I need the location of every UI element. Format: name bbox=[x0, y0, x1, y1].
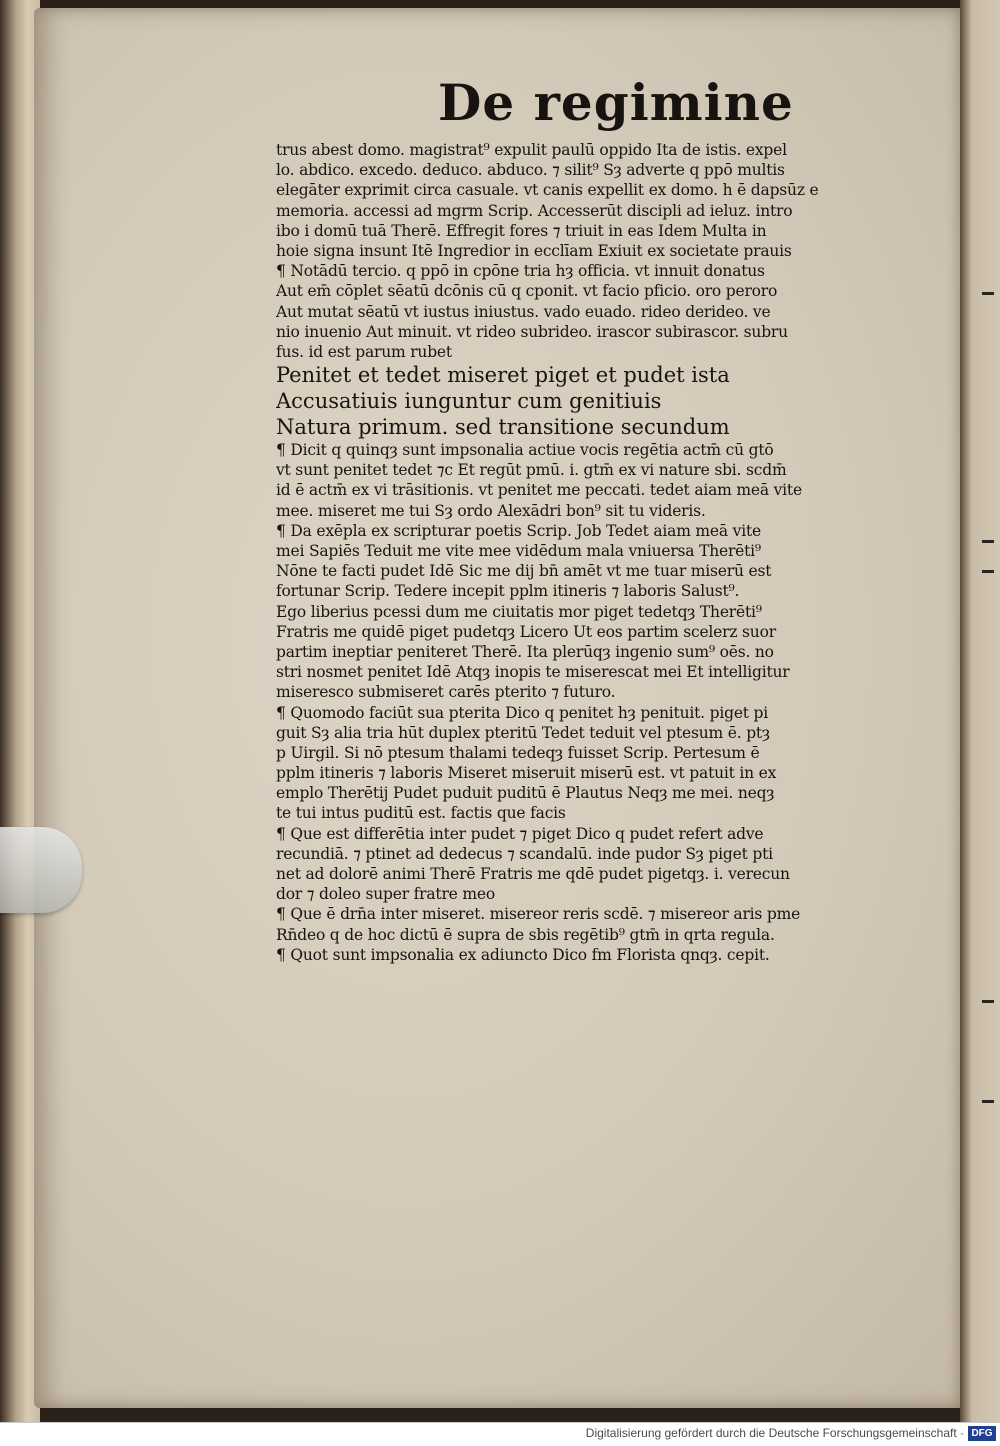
text-line: vt sunt penitet tedet ⁊c Et regūt pmū. i. gtm̄ ex vi nature sbi. scdm̄ bbox=[276, 461, 787, 480]
text-line: Fratris me quidē piget pudetqȝ Licero Ut eos partim scelerz suor bbox=[276, 622, 776, 641]
text-line: id ē actm̄ ex vi trāsitionis. vt penitet me peccati. tedet aiam meā vite bbox=[276, 481, 802, 500]
text-line: Nōne te facti pudet Idē Sic me dij bn̄ amēt vt me tuar miserū est bbox=[276, 562, 772, 581]
verse-line: Accusatiuis iunguntur cum genitiuis bbox=[276, 389, 662, 414]
facing-page-text-fragment bbox=[982, 1100, 994, 1103]
text-line: ibo i domū tuā Therē. Effregit fores ⁊ triuit in eas Idem Multa in bbox=[276, 221, 767, 240]
text-line: miseresco submiseret carēs pterito ⁊ futuro. bbox=[276, 683, 616, 702]
facing-page-text-fragment bbox=[982, 292, 994, 295]
text-line: pplm itineris ⁊ laboris Miseret miseruit miserū est. vt patuit in ex bbox=[276, 764, 777, 783]
text-line: fus. id est parum rubet bbox=[276, 342, 452, 361]
text-line: recundiā. ⁊ ptinet ad dedecus ⁊ scandalū. inde pudor Sȝ piget pti bbox=[276, 844, 773, 863]
text-line: net ad dolorē animi Therē Fratris me qdē pudet pigetqȝ. i. verecun bbox=[276, 865, 790, 883]
text-line: p Uirgil. Si nō ptesum thalami tedeqȝ fuisset Scrip. Pertesum ē bbox=[276, 743, 760, 762]
text-line: ¶ Dicit q quinqȝ sunt impsonalia actiue vocis regētia actm̄ cū gtō bbox=[276, 441, 774, 460]
page-heading: De regimine bbox=[438, 73, 794, 132]
facing-page-text-fragment bbox=[982, 1000, 994, 1003]
text-line: stri nosmet penitet Idē Atqȝ inopis te miserescat mei Et intelligitur bbox=[276, 663, 790, 682]
text-line: ¶ Quomodo faciūt sua pterita Dico q penitet hȝ penituit. piget pi bbox=[276, 703, 769, 722]
text-line: nio inuenio Aut minuit. vt rideo subrideo. irascor subirascor. subru bbox=[276, 322, 788, 341]
text-line: ¶ Que ē drn̄a inter miseret. misereor reris scdē. ⁊ misereor aris pme bbox=[276, 905, 801, 924]
text-line: Aut em̄ cōplet sēatū dcōnis cū q cponit. vt facio pficio. oro peroro bbox=[276, 282, 778, 301]
facing-page-edge bbox=[960, 0, 1000, 1422]
text-line: ¶ Que est differētia inter pudet ⁊ piget Dico q pudet refert adve bbox=[276, 824, 764, 843]
text-line: dor ⁊ doleo super fratre meo bbox=[276, 885, 495, 904]
text-line: lo. abdico. excedo. deduco. abduco. ⁊ silit⁹ Sȝ adverte q ppō multis bbox=[276, 161, 785, 180]
text-block bbox=[276, 140, 876, 965]
verse-line: Natura primum. sed transitione secundum bbox=[276, 415, 730, 440]
text-line: hoie signa insunt Itē Ingredior in ecclīam Exiuit ex societate prauis bbox=[276, 241, 792, 260]
text-line: elegāter exprimit circa casuale. vt canis expellit ex domo. h ē dapsūz e bbox=[276, 181, 819, 200]
facing-page-text-fragment bbox=[982, 540, 994, 543]
facing-page-text-fragment bbox=[982, 570, 994, 573]
text-line: mei Sapiēs Teduit me vite mee vidēdum mala vniuersa Therēti⁹ bbox=[276, 542, 761, 560]
text-line: fortunar Scrip. Tedere incepit pplm itineris ⁊ laboris Salust⁹. bbox=[276, 582, 740, 601]
footer-bar bbox=[0, 1422, 1000, 1446]
page-clip bbox=[0, 827, 82, 913]
text-line: Aut mutat sēatū vt iustus iniustus. vado euado. rideo derideo. ve bbox=[276, 302, 771, 321]
text-line: mee. miseret me tui Sȝ ordo Alexādri bon⁹ sit tu videris. bbox=[276, 501, 706, 520]
text-line: memoria. accessi ad mgrm Scrip. Accesserūt discipli ad ieluz. intro bbox=[276, 201, 793, 220]
funding-credit: Digitalisierung gefördert durch die Deutsche Forschungsgemeinschaft · bbox=[585, 1426, 964, 1440]
text-line: Ego liberius pcessi dum me ciuitatis mor piget tedetqȝ Therēti⁹ bbox=[276, 602, 762, 621]
text-line: trus abest domo. magistrat⁹ expulit paulū oppido Ita de istis. expel bbox=[276, 141, 787, 159]
dfg-logo: DFG bbox=[968, 1426, 996, 1441]
text-line: te tui intus puditū est. factis que facis bbox=[276, 804, 566, 823]
verse-line: Penitet et tedet miseret piget et pudet ista bbox=[276, 363, 730, 388]
text-line: ¶ Notādū tercio. q ppō in cpōne tria hȝ officia. vt innuit donatus bbox=[276, 262, 765, 281]
text-line: guit Sȝ alia tria hūt duplex pteritū Tedet teduit vel ptesum ē. ptȝ bbox=[276, 723, 770, 742]
text-line: ¶ Da exēpla ex scripturar poetis Scrip. Job Tedet aiam meā vite bbox=[276, 521, 761, 540]
text-line: Rn̄deo q de hoc dictū ē supra de sbis regētib⁹ gtm̄ in qrta regula. bbox=[276, 925, 775, 944]
text-line: ¶ Quot sunt impsonalia ex adiuncto Dico fm Florista qnqȝ. cepit. bbox=[276, 945, 770, 964]
text-line: partim ineptiar peniteret Therē. Ita plerūqȝ ingenio sum⁹ oēs. no bbox=[276, 642, 774, 661]
text-line: emplo Therētij Pudet puduit puditū ē Plautus Neqȝ me mei. neqȝ bbox=[276, 784, 775, 803]
